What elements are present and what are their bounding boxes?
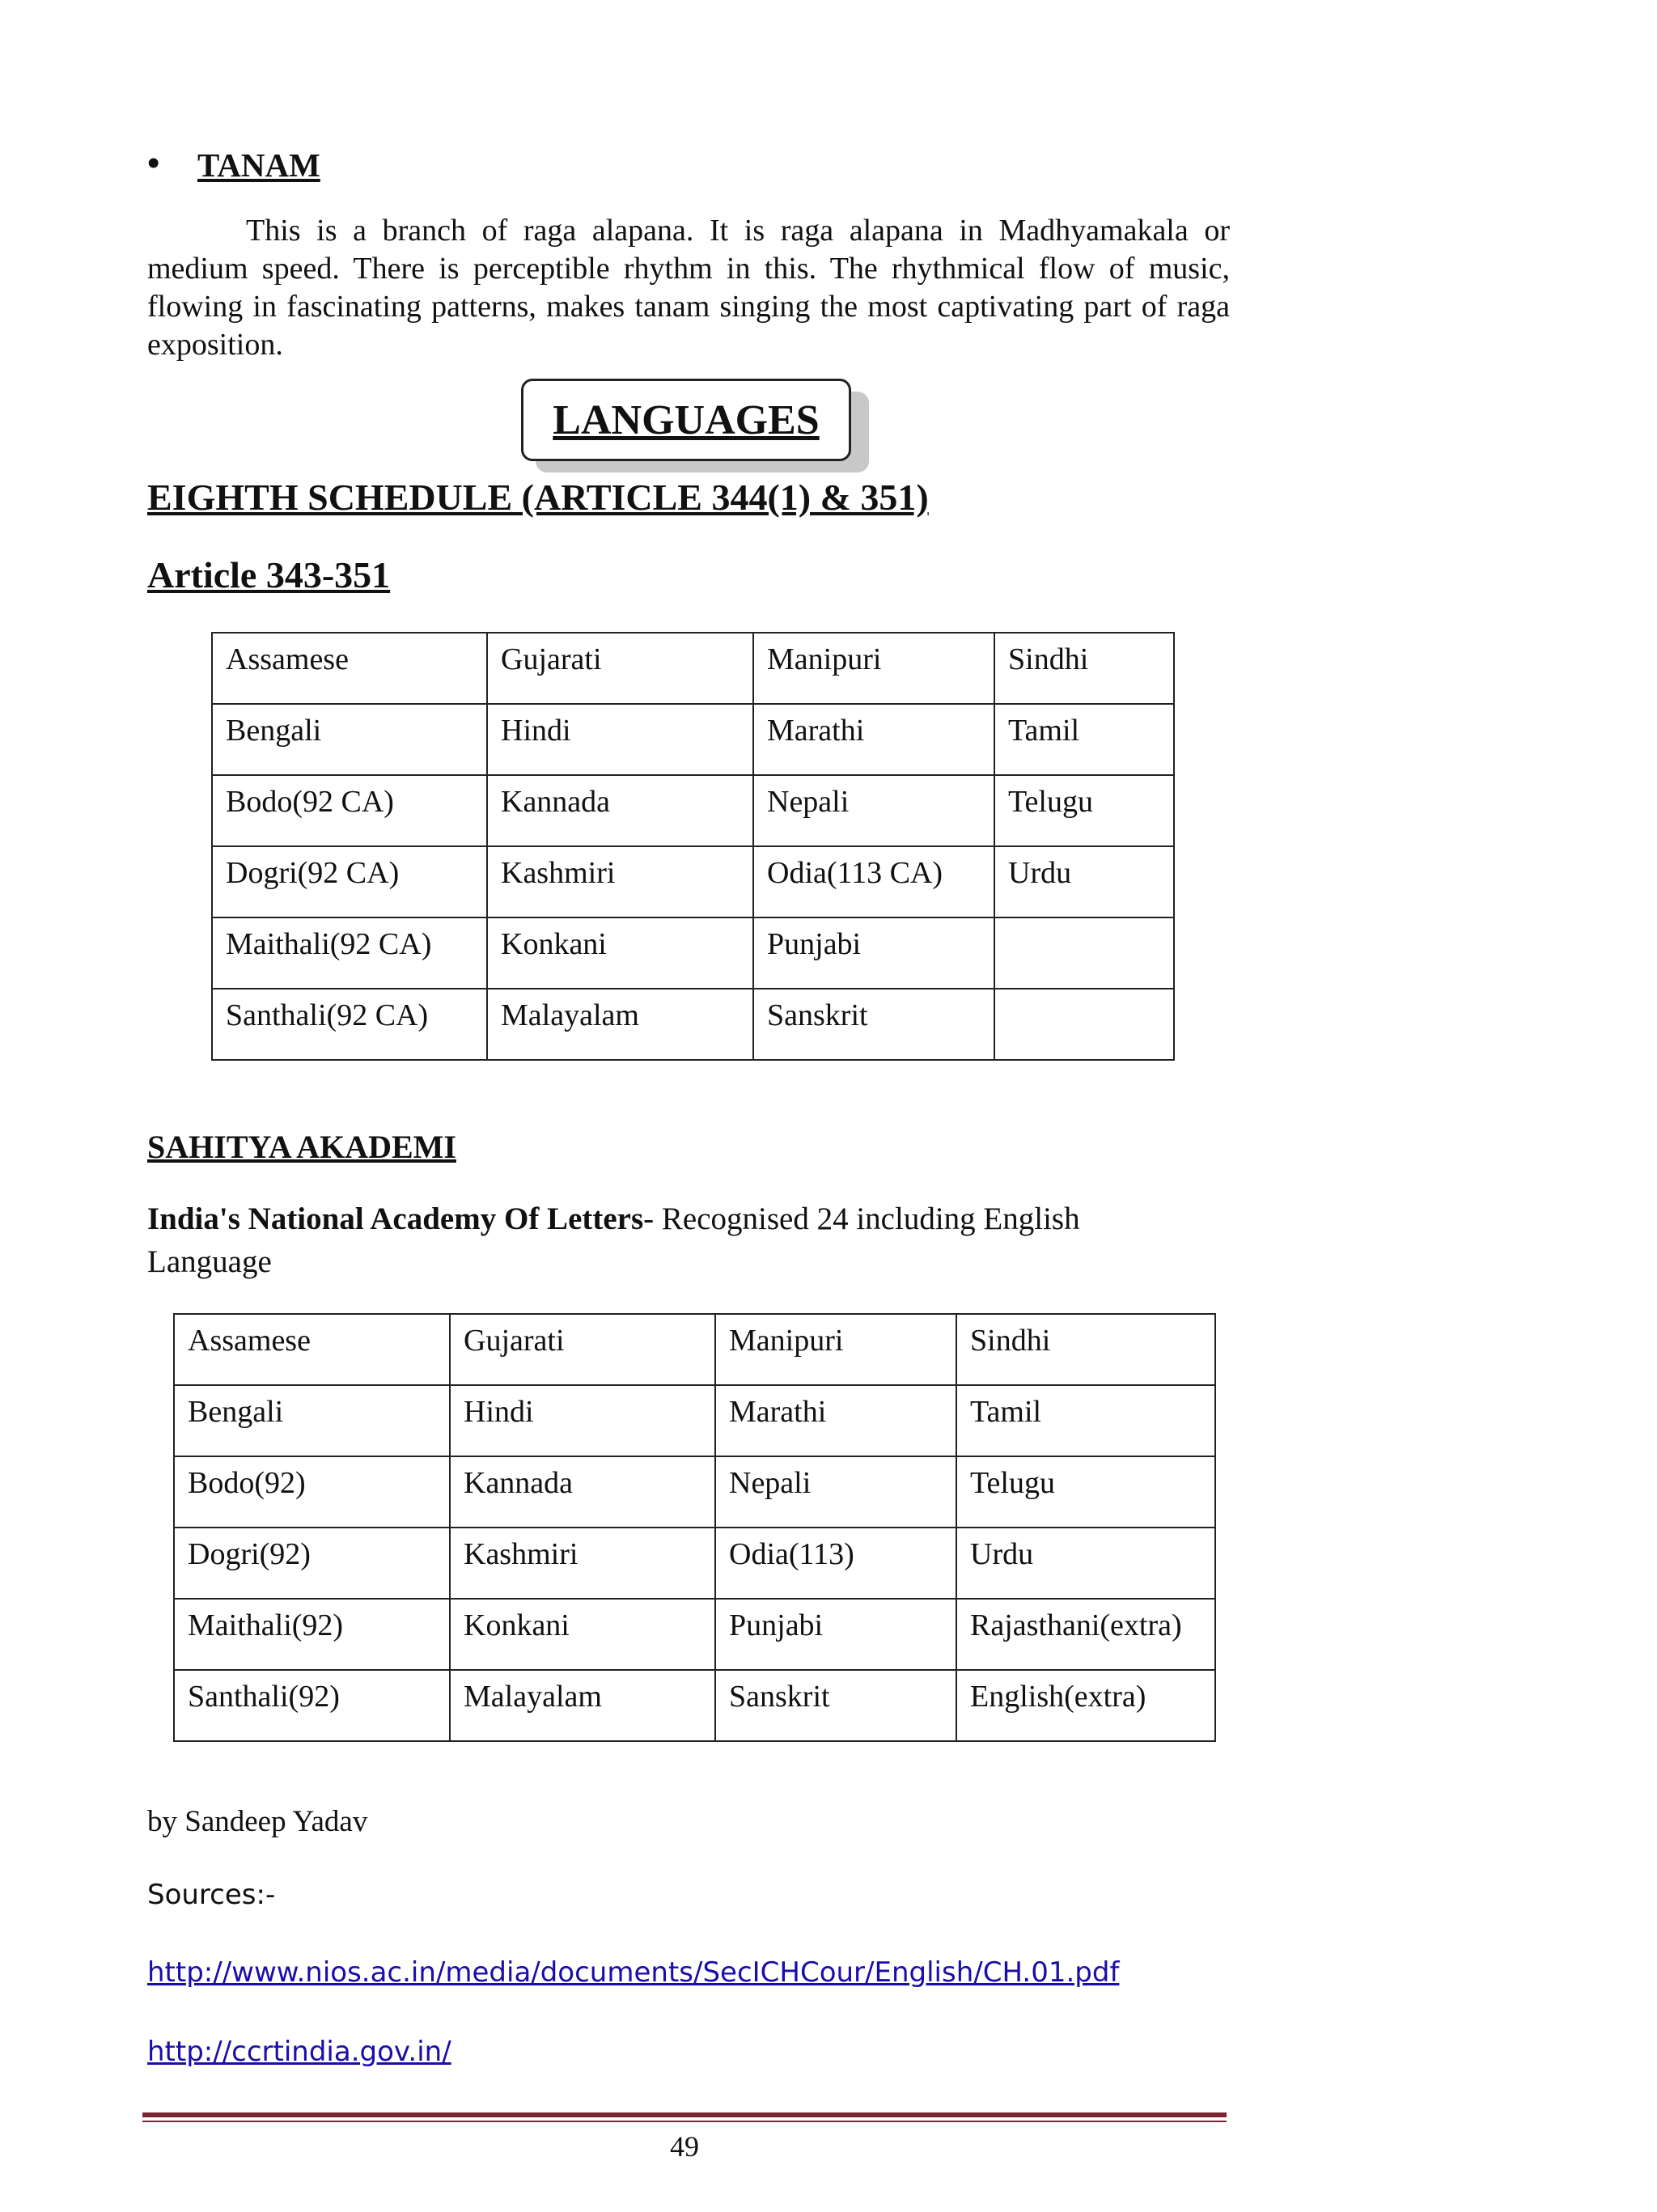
table-cell: Konkani [450,1599,715,1670]
table-cell: Santhali(92) [174,1670,450,1741]
table-cell: Sindhi [994,633,1174,704]
table-cell: Bengali [174,1385,450,1456]
table-row [174,1528,1215,1599]
table-cell [994,989,1174,1060]
table-cell: Konkani [487,917,753,989]
sahitya-akademi-heading: SAHITYA AKADEMI [147,1129,456,1165]
table-cell: Telugu [994,775,1174,846]
table-cell: Santhali(92 CA) [212,989,487,1060]
table-cell: Maithali(92 CA) [212,917,487,989]
table-cell: Kashmiri [487,846,753,917]
sahitya-akademi-table-body [174,1314,1215,1741]
tanam-paragraph: This is a branch of raga alapana. It is raga alapana in Madhyamakala or medium speed. There is perceptible rhythm in this. The rhythmical flow of music, flowing in fascinating patterns, makes tanam singing the most captivating part of raga exposition. [147,214,1230,362]
table-cell: Kannada [450,1456,715,1528]
table-row [212,917,1174,989]
table-cell: Sanskrit [715,1670,956,1741]
table-cell: Rajasthani(extra) [956,1599,1215,1670]
table-cell: Hindi [450,1385,715,1456]
academy-description [147,1197,1199,1283]
table-cell: Urdu [956,1528,1215,1599]
languages-title-box: LANGUAGES [521,379,851,461]
table-row [212,633,1174,704]
table-cell: Sindhi [956,1314,1215,1385]
footer-rule-thin [142,2121,1227,2122]
tanam-heading: TANAM [197,146,320,184]
source-link-nios[interactable]: http://www.nios.ac.in/media/documents/SecICHCour/English/CH.01.pdf [147,1956,1120,1989]
table-cell: Tamil [994,704,1174,775]
table-cell: Assamese [174,1314,450,1385]
author-line: by Sandeep Yadav [147,1805,368,1838]
article-range-heading: Article 343-351 [147,554,391,595]
table-cell: Bengali [212,704,487,775]
bullet-icon: • [147,143,160,183]
table-row [174,1670,1215,1741]
table-cell: Malayalam [487,989,753,1060]
source-link-ccrt[interactable]: http://ccrtindia.gov.in/ [147,2036,451,2068]
academy-name: India's National Academy Of Letters [147,1201,644,1236]
table-cell: Tamil [956,1385,1215,1456]
eighth-schedule-table [211,632,1175,1061]
table-cell: Punjabi [753,917,994,989]
sahitya-akademi-table [173,1313,1216,1742]
table-row [212,846,1174,917]
table-cell: Bodo(92) [174,1456,450,1528]
table-cell: Hindi [487,704,753,775]
footer-rule-thick [142,2112,1227,2117]
table-row [174,1314,1215,1385]
table-cell: Kashmiri [450,1528,715,1599]
table-cell: Punjabi [715,1599,956,1670]
table-cell: Nepali [753,775,994,846]
table-cell: Kannada [487,775,753,846]
table-cell: Urdu [994,846,1174,917]
table-cell: Assamese [212,633,487,704]
table-cell: Odia(113 CA) [753,846,994,917]
table-cell: Bodo(92 CA) [212,775,487,846]
table-cell: Gujarati [450,1314,715,1385]
table-cell: Gujarati [487,633,753,704]
table-cell: Manipuri [715,1314,956,1385]
table-cell: Dogri(92 CA) [212,846,487,917]
table-cell: Manipuri [753,633,994,704]
academy-recognition-text: - Recognised 24 including English Language [147,1201,1080,1279]
table-cell [994,917,1174,989]
table-cell: Odia(113) [715,1528,956,1599]
table-cell: Nepali [715,1456,956,1528]
table-cell: Malayalam [450,1670,715,1741]
table-cell: Sanskrit [753,989,994,1060]
table-row [174,1456,1215,1528]
table-row [212,989,1174,1060]
table-cell: Dogri(92) [174,1528,450,1599]
table-row [174,1385,1215,1456]
table-row [174,1599,1215,1670]
table-cell: Telugu [956,1456,1215,1528]
sources-label: Sources:- [147,1879,276,1911]
table-cell: Marathi [715,1385,956,1456]
table-cell: English(extra) [956,1670,1215,1741]
table-cell: Marathi [753,704,994,775]
table-cell: Maithali(92) [174,1599,450,1670]
page-number: 49 [670,2130,699,2163]
table-row [212,704,1174,775]
eighth-schedule-heading: EIGHTH SCHEDULE (ARTICLE 344(1) & 351) [147,477,929,518]
table-row [212,775,1174,846]
eighth-schedule-table-body [212,633,1174,1060]
